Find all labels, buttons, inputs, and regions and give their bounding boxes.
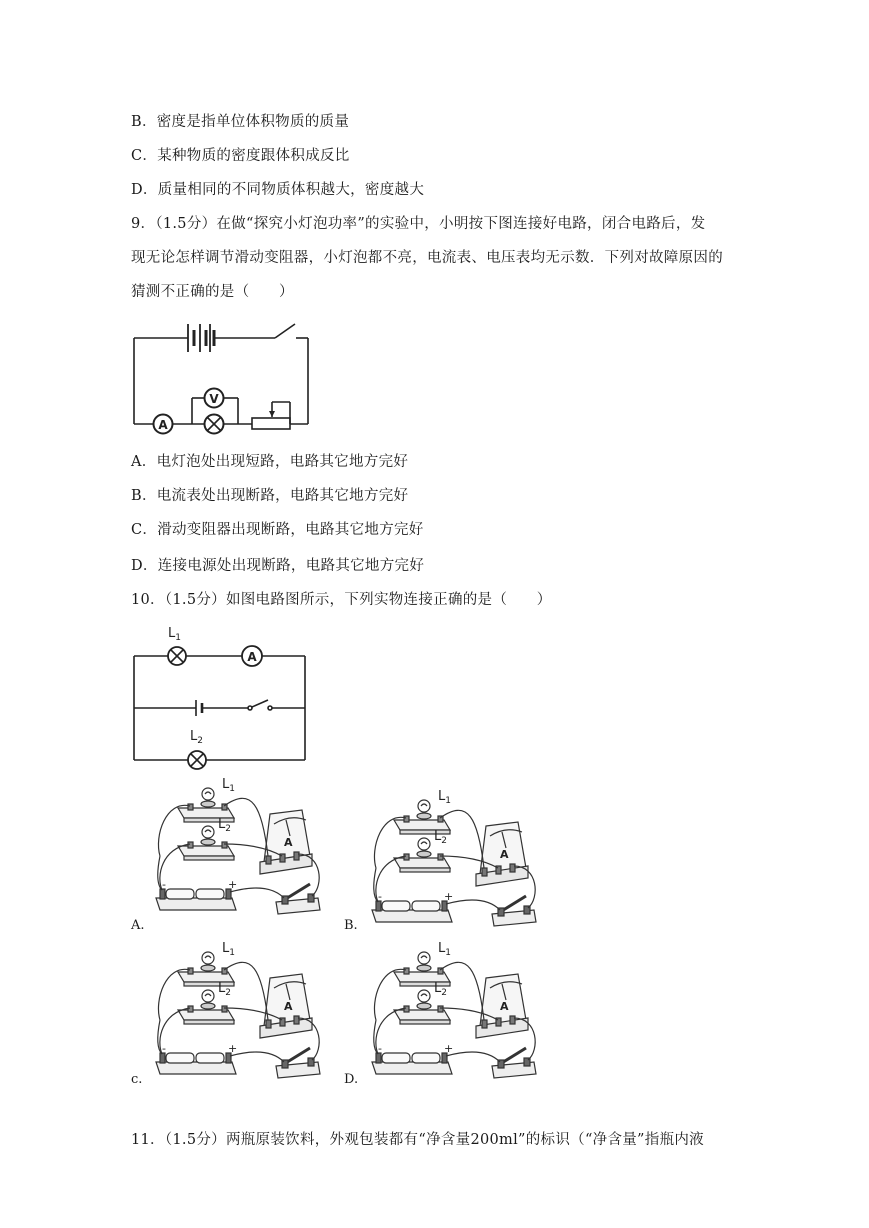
option-meter-label: A	[284, 1000, 293, 1013]
option-minus-sign: -	[162, 1042, 166, 1055]
option-lamp1-label: $L_1$	[438, 941, 451, 958]
apparatus-figure	[368, 788, 538, 934]
q8-option-c: C．某种物质的密度跟体积成反比	[131, 148, 350, 164]
option-letter: D.	[344, 1072, 359, 1087]
option-lamp2-label: $L_2$	[218, 981, 231, 998]
option-letter: B.	[344, 918, 358, 933]
option-letter: c.	[131, 1072, 143, 1087]
q10-lamp2-label: $L_2$	[190, 729, 203, 746]
option-lamp1-label: $L_1$	[438, 789, 451, 806]
q9-circuit-diagram	[130, 316, 312, 438]
option-meter-label: A	[284, 836, 293, 849]
q9-stem-line-2: 现无论怎样调节滑动变阻器，小灯泡都不亮，电流表、电压表均无示数．下列对故障原因的	[131, 250, 723, 266]
apparatus-figure	[152, 940, 322, 1086]
voltmeter-label: V	[209, 392, 219, 406]
q10-circuit-diagram	[130, 622, 310, 770]
apparatus-figure	[152, 776, 322, 922]
q9-stem-line-1: 9．（1.5分）在做“探究小灯泡功率”的实验中，小明按下图连接好电路，闭合电路后，发	[131, 216, 706, 232]
option-plus-sign: +	[444, 1042, 454, 1055]
q9-option-c: C．滑动变阻器出现断路，电路其它地方完好	[131, 522, 424, 538]
option-minus-sign: -	[378, 890, 382, 903]
q9-stem-line-3: 猜测不正确的是（ ）	[131, 284, 294, 300]
option-plus-sign: +	[228, 1042, 238, 1055]
apparatus-figure	[368, 940, 538, 1086]
q9-option-d: D．连接电源处出现断路，电路其它地方完好	[131, 558, 425, 574]
option-lamp1-label: $L_1$	[222, 777, 235, 794]
q11-stem: 11．（1.5分）两瓶原装饮料，外观包装都有“净含量200ml”的标识（“净含量”指瓶内液	[131, 1132, 704, 1148]
option-lamp1-label: $L_1$	[222, 941, 235, 958]
q10-stem: 10．（1.5分）如图电路图所示，下列实物连接正确的是（ ）	[131, 592, 552, 608]
option-lamp2-label: $L_2$	[434, 829, 447, 846]
q10-lamp1-label: $L_1$	[168, 626, 181, 643]
option-lamp2-label: $L_2$	[218, 817, 231, 834]
q9-option-a: A．电灯泡处出现短路，电路其它地方完好	[131, 454, 409, 470]
option-minus-sign: -	[378, 1042, 382, 1055]
option-meter-label: A	[500, 848, 509, 861]
option-plus-sign: +	[444, 890, 454, 903]
q8-option-d: D．质量相同的不同物质体积越大，密度越大	[131, 182, 425, 198]
option-meter-label: A	[500, 1000, 509, 1013]
option-letter: A.	[131, 918, 145, 933]
q10-ammeter-label: A	[247, 650, 257, 664]
ammeter-label: A	[158, 418, 168, 432]
option-lamp2-label: $L_2$	[434, 981, 447, 998]
q9-option-b: B．电流表处出现断路，电路其它地方完好	[131, 488, 409, 504]
option-plus-sign: +	[228, 878, 238, 891]
q8-option-b: B．密度是指单位体积物质的质量	[131, 114, 350, 130]
option-minus-sign: -	[162, 878, 166, 891]
